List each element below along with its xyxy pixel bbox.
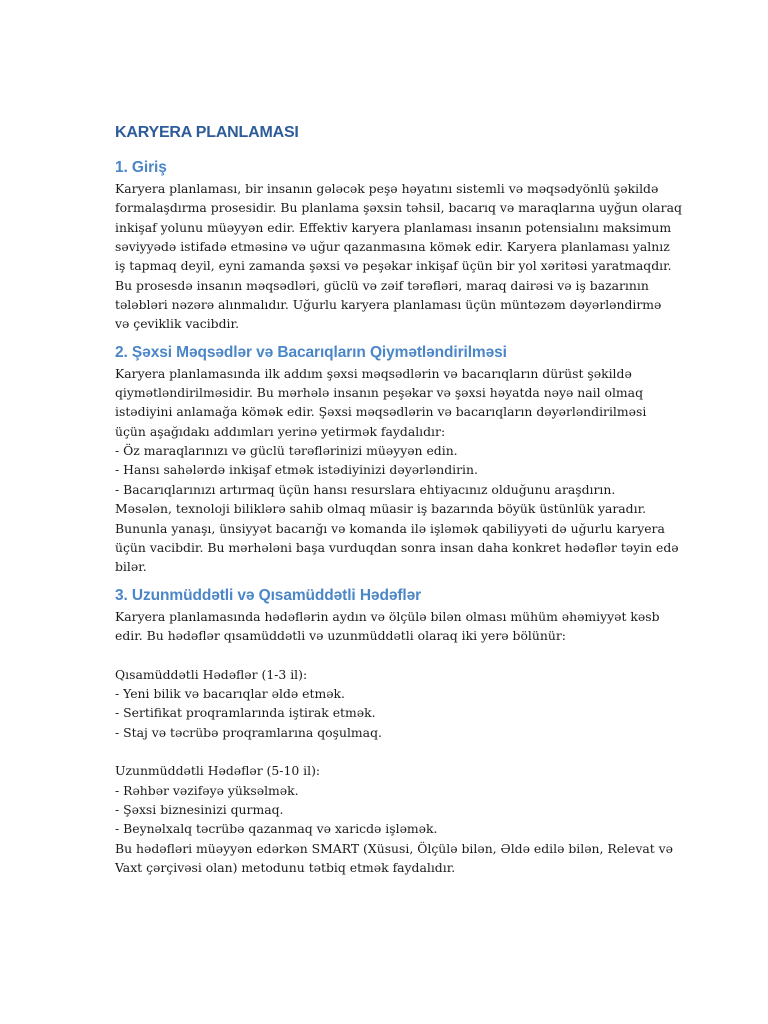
text-line: formalaşdırma prosesidir. Bu planlama şəxsin təhsil, bacarıq və maraqlarına uyğun olaraq — [115, 200, 682, 216]
section-goals — [115, 586, 673, 878]
text-line: Vaxt çərçivəsi olan) metodunu tətbiq etmək faydalıdır. — [115, 860, 456, 875]
list-item: - Beynəlxalq təcrübə qazanmaq və xaricdə işləmək. — [115, 821, 438, 837]
section-heading: 3. Uzunmüddətli və Qısamüddətli Hədəflər — [115, 586, 422, 604]
text-line: Məsələn, texnoloji biliklərə sahib olmaq müasir iş bazarında böyük üstünlük yaradır. — [115, 501, 647, 517]
list-item: - Hansı sahələrdə inkişaf etmək istədiyinizi dəyərləndirin. — [115, 462, 478, 478]
text-line: üçün aşağıdakı addımları yerinə yetirmək faydalıdır: — [115, 423, 446, 439]
section-body — [115, 179, 682, 334]
text-line: Karyera planlamasında ilk addım şəxsi məqsədlərin və bacarıqların dürüst şəkildə — [115, 365, 632, 381]
list-item: - Öz maraqlarınızı və güclü tərəflərinizi müəyyən edin. — [115, 443, 458, 459]
section-self-assessment — [115, 343, 679, 577]
document-title: KARYERA PLANLAMASI — [115, 124, 299, 141]
section-body — [115, 364, 679, 577]
blank-line — [115, 742, 660, 761]
text-line: inkişaf yolunu müəyyən edir. Effektiv karyera planlaması insanın potensialını maksimum — [115, 219, 672, 235]
document-page — [115, 124, 682, 887]
section-introduction — [115, 159, 682, 334]
text-line: səviyyədə istifadə etməsinə və uğur qazanmasına kömək edir. Karyera planlaması yalnız — [115, 239, 670, 255]
text-line: Bu hədəfləri müəyyən edərkən SMART (Xüsusi, Ölçülə bilən, Əldə edilə bilən, Relevat və — [115, 840, 673, 856]
section-body — [115, 607, 673, 878]
text-line: üçün vacibdir. Bu mərhələni başa vurduqdan sonra insan daha konkret hədəflər təyin edə — [115, 539, 679, 555]
text-line: qiymətləndirilməsidir. Bu mərhələ insanın peşəkar və şəxsi həyatda nəyə nail olmaq — [115, 385, 644, 401]
text-line: və çeviklik vacibdir. — [115, 316, 240, 332]
blank-line — [115, 645, 660, 664]
subheading-line: Qısamüddətli Hədəflər (1-3 il): — [115, 666, 308, 682]
text-line: Karyera planlaması, bir insanın gələcək peşə həyatını sistemli və məqsədyönlü şəkildə — [115, 181, 659, 196]
text-line: tələbləri nəzərə alınmalıdır. Uğurlu karyera planlaması üçün müntəzəm dəyərləndirmə — [115, 297, 662, 313]
list-item: - Rəhbər vəzifəyə yüksəlmək. — [115, 782, 299, 798]
list-item: - Bacarıqlarınızı artırmaq üçün hansı resurslara ehtiyacınız olduğunu araşdırın. — [115, 481, 616, 497]
list-item: - Sertifikat proqramlarında iştirak etmək. — [115, 705, 376, 721]
text-line: Bu prosesdə insanın məqsədləri, güclü və zəif tərəfləri, maraq dairəsi və iş bazarının — [115, 277, 649, 293]
list-item: - Yeni bilik və bacarıqlar əldə etmək. — [115, 685, 345, 701]
text-line: bilər. — [115, 559, 147, 575]
text-line: istədiyini anlamağa kömək edir. Şəxsi məqsədlərin və bacarıqların dəyərləndirilməsi — [115, 404, 647, 420]
text-line: Bununla yanaşı, ünsiyyət bacarığı və komanda ilə işləmək qabiliyyəti də uğurlu karyera — [115, 520, 665, 536]
subheading-line: Uzunmüddətli Hədəflər (5-10 il): — [115, 763, 321, 779]
section-heading: 1. Giriş — [115, 159, 167, 176]
text-line: edir. Bu hədəflər qısamüddətli və uzunmüddətli olaraq iki yerə bölünür: — [115, 627, 566, 643]
list-item: - Şəxsi biznesinizi qurmaq. — [115, 801, 284, 817]
text-line: iş tapmaq deyil, eyni zamanda şəxsi və peşəkar inkişaf üçün bir yol xəritəsi yaratmaqdır. — [115, 258, 672, 274]
text-line: Karyera planlamasında hədəflərin aydın və ölçülə bilən olması mühüm əhəmiyyət kəsb — [115, 608, 660, 624]
section-heading: 2. Şəxsi Məqsədlər və Bacarıqların Qiymətləndirilməsi — [115, 343, 507, 361]
list-item: - Staj və təcrübə proqramlarına qoşulmaq. — [115, 724, 382, 740]
